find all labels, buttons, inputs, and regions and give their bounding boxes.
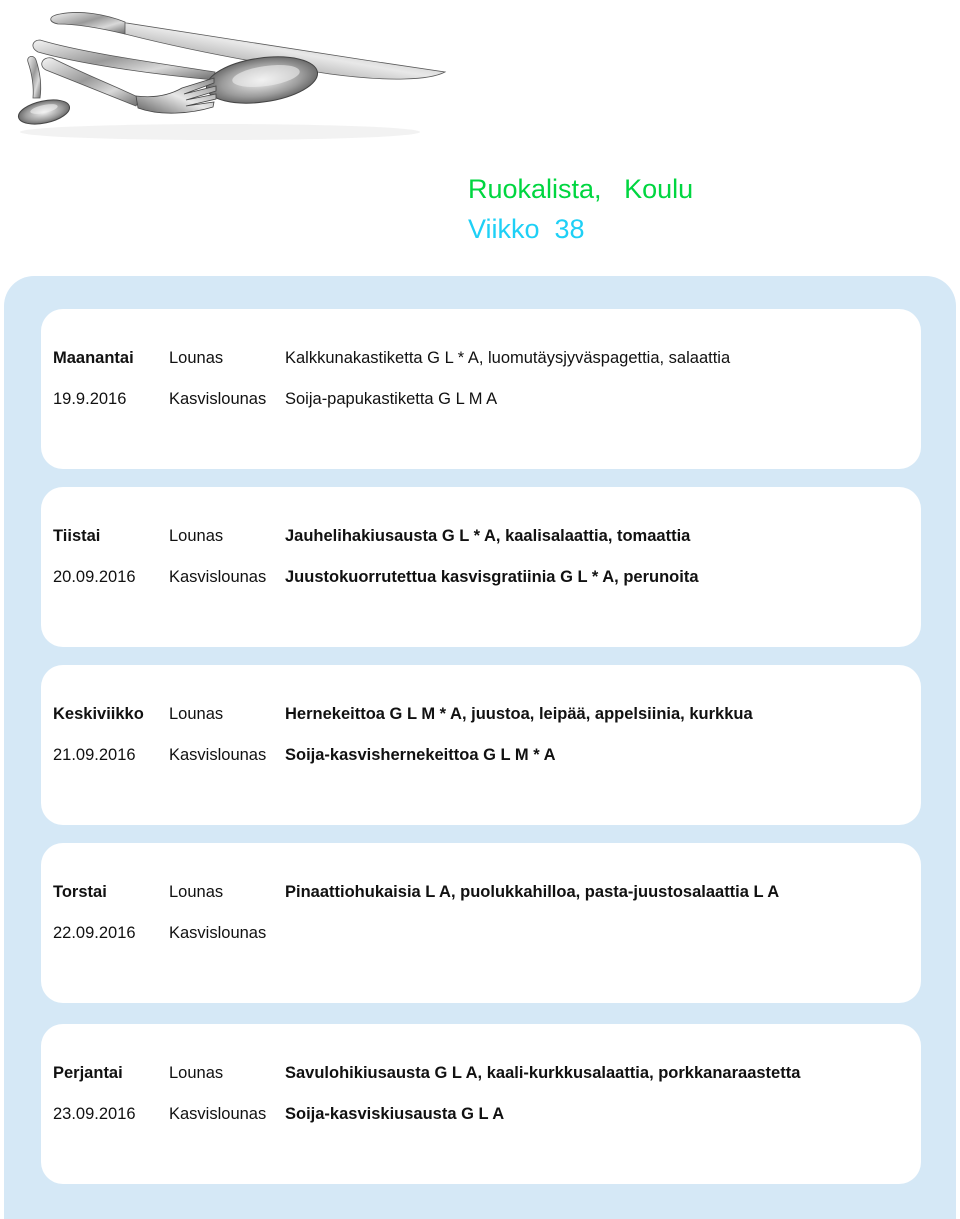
veg-dish: Soija-kasvishernekeittoa G L M * A (285, 746, 556, 764)
veg-row (53, 921, 913, 945)
lunch-row (53, 1061, 913, 1085)
meal-type-label: Lounas (169, 705, 224, 723)
veg-dish: Soija-kasviskiusausta G L A (285, 1105, 505, 1123)
day-card-tuesday (41, 487, 921, 647)
meal-type-label: Lounas (169, 1064, 224, 1082)
day-name: Torstai (53, 883, 107, 901)
day-card-monday (41, 309, 921, 469)
meal-type-label: Lounas (169, 527, 224, 545)
lunch-dish: Pinaattiohukaisia L A, puolukkahilloa, pasta-juustosalaattia L A (285, 883, 780, 901)
meal-type-label: Lounas (169, 883, 224, 901)
lunch-row (53, 880, 913, 904)
day-date: 20.09.2016 (53, 568, 136, 586)
day-name: Perjantai (53, 1064, 123, 1082)
lunch-dish: Savulohikiusausta G L A, kaali-kurkkusalaattia, porkkanaraastetta (285, 1064, 801, 1082)
meal-type-label: Lounas (169, 349, 224, 367)
day-date: 23.09.2016 (53, 1105, 136, 1123)
meal-type-label: Kasvislounas (169, 390, 267, 408)
day-date: 21.09.2016 (53, 746, 136, 764)
lunch-dish: Jauhelihakiusausta G L * A, kaalisalaattia, tomaattia (285, 527, 691, 545)
meal-type-label: Kasvislounas (169, 746, 267, 764)
veg-dish: Juustokuorrutettua kasvisgratiinia G L * A, perunoita (285, 568, 699, 586)
cutlery-icon (0, 0, 460, 150)
week-title: Viikko 38 (468, 214, 585, 244)
menu-title: Ruokalista, Koulu (468, 174, 694, 204)
day-name: Keskiviikko (53, 705, 144, 723)
lunch-dish: Hernekeittoa G L M * A, juustoa, leipää, appelsiinia, kurkkua (285, 705, 753, 723)
veg-row (53, 387, 913, 411)
meal-type-label: Kasvislounas (169, 1105, 267, 1123)
lunch-dish: Kalkkunakastiketta G L * A, luomutäysjyväspagettia, salaattia (285, 349, 731, 367)
lunch-row (53, 524, 913, 548)
veg-row (53, 1102, 913, 1126)
veg-row (53, 743, 913, 767)
lunch-row (53, 346, 913, 370)
day-name: Maanantai (53, 349, 134, 367)
meal-type-label: Kasvislounas (169, 568, 267, 586)
day-date: 19.9.2016 (53, 390, 127, 408)
day-card-thursday (41, 843, 921, 1003)
day-card-wednesday (41, 665, 921, 825)
day-name: Tiistai (53, 527, 101, 545)
day-date: 22.09.2016 (53, 924, 136, 942)
meal-type-label: Kasvislounas (169, 924, 267, 942)
lunch-row (53, 702, 913, 726)
veg-dish: Soija-papukastiketta G L M A (285, 390, 498, 408)
day-card-friday (41, 1024, 921, 1184)
veg-row (53, 565, 913, 589)
